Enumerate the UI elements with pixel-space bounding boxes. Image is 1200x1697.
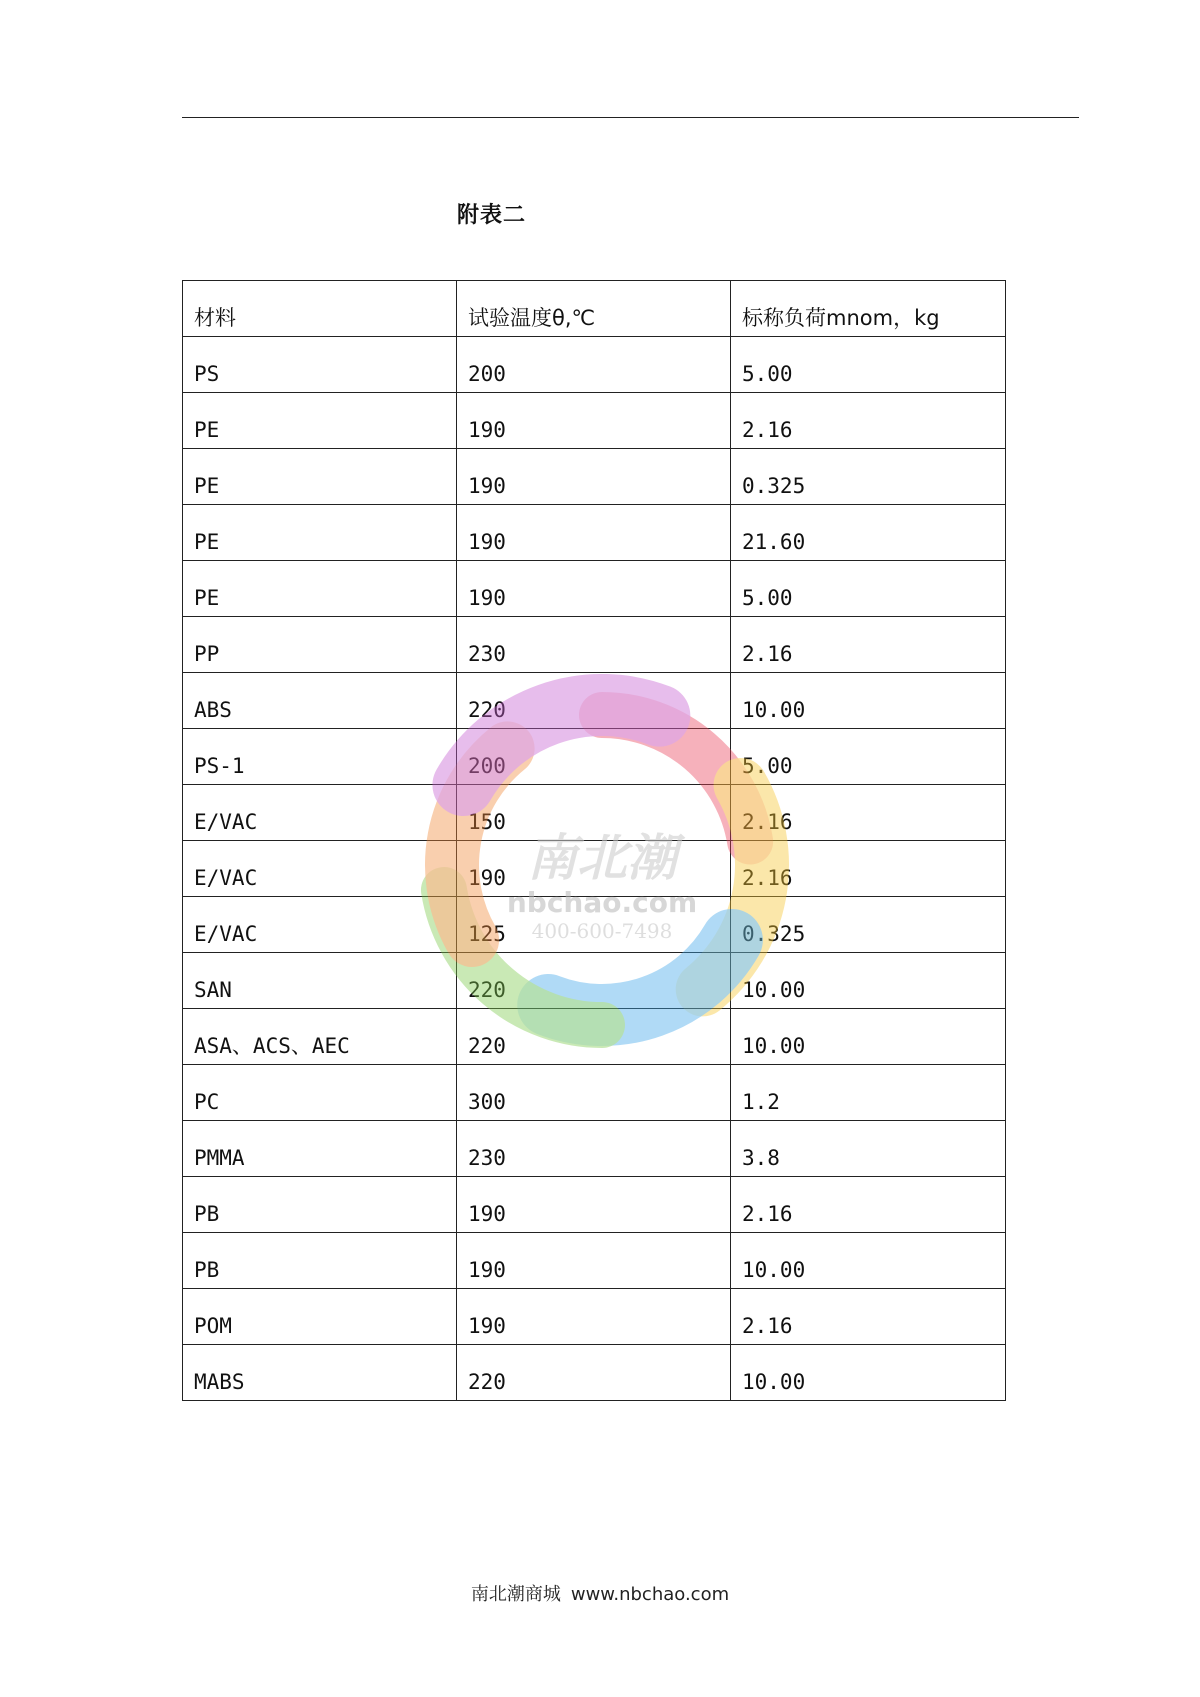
cell-load: 3.8 [731,1121,1006,1177]
cell-load: 2.16 [731,617,1006,673]
cell-temperature: 300 [457,1065,731,1121]
cell-material: PS [183,337,457,393]
cell-temperature: 200 [457,729,731,785]
cell-temperature: 220 [457,1345,731,1401]
cell-material: PC [183,1065,457,1121]
table-row [183,505,1006,561]
cell-material: E/VAC [183,785,457,841]
cell-load: 10.00 [731,1345,1006,1401]
table-header-row [183,281,1006,337]
cell-temperature: 220 [457,953,731,1009]
watermark-brand-cn: 南北潮 [527,828,677,887]
footer-shop-name: 南北潮商城 [470,1584,561,1605]
table-row [183,953,1006,1009]
cell-material: SAN [183,953,457,1009]
table-row [183,393,1006,449]
header-rule [182,117,1079,118]
cell-material: E/VAC [183,897,457,953]
data-table [182,280,1006,1401]
cell-temperature: 200 [457,337,731,393]
table-row [183,1177,1006,1233]
column-header-temperature: 试验温度θ,℃ [457,281,731,337]
cell-load: 5.00 [731,561,1006,617]
cell-material: PE [183,561,457,617]
cell-material: PMMA [183,1121,457,1177]
column-header-material: 材料 [183,281,457,337]
cell-load: 0.325 [731,449,1006,505]
cell-material: PE [183,449,457,505]
table-row [183,1345,1006,1401]
table-row [183,785,1006,841]
cell-temperature: 125 [457,897,731,953]
cell-load: 2.16 [731,393,1006,449]
cell-material: E/VAC [183,841,457,897]
table-row [183,617,1006,673]
cell-load: 2.16 [731,1177,1006,1233]
cell-load: 2.16 [731,841,1006,897]
cell-load: 5.00 [731,729,1006,785]
table-row [183,841,1006,897]
table-body [183,337,1006,1401]
cell-material: PB [183,1177,457,1233]
cell-load: 2.16 [731,785,1006,841]
table-row [183,1121,1006,1177]
table-row [183,449,1006,505]
watermark-site: nbchao.com [506,886,698,919]
cell-temperature: 190 [457,1233,731,1289]
table-row [183,673,1006,729]
table-row [183,897,1006,953]
cell-load: 5.00 [731,337,1006,393]
cell-load: 2.16 [731,1289,1006,1345]
cell-material: PS-1 [183,729,457,785]
cell-load: 10.00 [731,953,1006,1009]
cell-load: 0.325 [731,897,1006,953]
cell-temperature: 190 [457,841,731,897]
cell-material: PB [183,1233,457,1289]
column-header-load: 标称负荷mnom，kg [731,281,1006,337]
page-footer [0,1580,1200,1606]
cell-load: 10.00 [731,673,1006,729]
cell-temperature: 190 [457,393,731,449]
table-row [183,1289,1006,1345]
cell-temperature: 230 [457,617,731,673]
table-row [183,1233,1006,1289]
cell-material: PE [183,505,457,561]
cell-temperature: 150 [457,785,731,841]
table-row [183,337,1006,393]
cell-temperature: 220 [457,1009,731,1065]
cell-load: 21.60 [731,505,1006,561]
cell-material: PE [183,393,457,449]
cell-temperature: 190 [457,449,731,505]
table-row [183,561,1006,617]
cell-load: 10.00 [731,1009,1006,1065]
cell-material: MABS [183,1345,457,1401]
cell-load: 1.2 [731,1065,1006,1121]
cell-material: PP [183,617,457,673]
table-row [183,1009,1006,1065]
footer-url[interactable]: www.nbchao.com [570,1584,730,1605]
cell-temperature: 190 [457,561,731,617]
table-row [183,729,1006,785]
cell-material: ASA、ACS、AEC [183,1009,457,1065]
cell-material: POM [183,1289,457,1345]
cell-temperature: 190 [457,1177,731,1233]
cell-temperature: 190 [457,505,731,561]
cell-temperature: 220 [457,673,731,729]
cell-temperature: 190 [457,1289,731,1345]
page-title: 附表二 [457,203,527,228]
cell-load: 10.00 [731,1233,1006,1289]
watermark-phone: 400-600-7498 [531,919,673,943]
cell-material: ABS [183,673,457,729]
table-row [183,1065,1006,1121]
cell-temperature: 230 [457,1121,731,1177]
